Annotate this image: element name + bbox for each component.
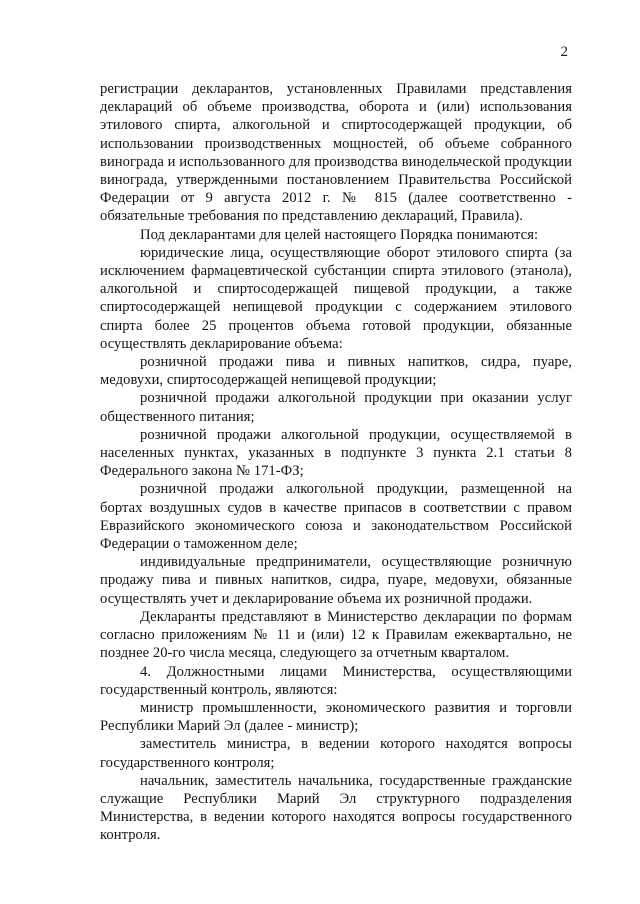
paragraph-1: регистрации декларантов, установленных Правилами представления деклараций об объеме производства, оборота и (или) использования этилового спирта, алкогольной и спиртосодержащей продукции, об использовании производственных мощностей, об объеме собранного винограда и использованного для производства винодельческой продукции винограда, утвержденными постановлением Правительства Российской Федерации от 9 августа 2012 г. № 815 (далее соответственно - обязательные требования по представлению деклараций, Правила). [100,81,572,225]
document-body [100,80,572,845]
paragraph-6: розничной продажи алкогольной продукции, осуществляемой в населенных пунктах, указанных в подпункте 3 пункта 2.1 статьи 8 Федерального закона № 171-ФЗ; [100,426,572,480]
paragraph-9: Декларанты представляют в Министерство декларации по формам согласно приложениям № 11 и (или) 12 к Правилам ежеквартально, не позднее 20-го числа месяца, следующего за отчетным кварталом. [100,608,572,662]
paragraph-8: индивидуальные предприниматели, осуществляющие розничную продажу пива и пивных напитков, сидра, пуаре, медовухи, обязанные осуществлять учет и декларирование объема их розничной продажи. [100,554,572,607]
paragraph-5: розничной продажи алкогольной продукции при оказании услуг общественного питания; [100,390,572,425]
paragraph-7: розничной продажи алкогольной продукции, размещенной на бортах воздушных судов в качестве припасов в соответствии с правом Евразийского экономического союза и законодательством Российской Федерации о таможенном деле; [100,481,572,553]
paragraph-11: министр промышленности, экономического развития и торговли Республики Марий Эл (далее - министр); [100,699,572,735]
page-number: 2 [560,44,568,60]
paragraph-3: юридические лица, осуществляющие оборот этилового спирта (за исключением фармацевтической субстанции спирта этилового (этанола), алкогольной и спиртосодержащей пищевой продукции, а также спиртосодержащей непищевой продукции с содержанием этилового спирта более 25 процентов объема готовой продукции, обязанные осуществлять декларирование объема: [100,244,572,352]
paragraph-10: 4. Должностными лицами Министерства, осуществляющими государственный контроль, являются: [100,663,572,698]
paragraph-13: начальник, заместитель начальника, государственные гражданские служащие Республики Марий Эл структурного подразделения Министерства, в ведении которого находятся вопросы государственного контроля. [100,772,572,844]
paragraph-12: заместитель министра, в ведении которого находятся вопросы государственного контроля; [100,736,572,771]
paragraph-2: Под декларантами для целей настоящего Порядка понимаются: [140,226,539,243]
paragraph-4: розничной продажи пива и пивных напитков, сидра, пуаре, медовухи, спиртосодержащей непищевой продукции; [100,354,572,389]
